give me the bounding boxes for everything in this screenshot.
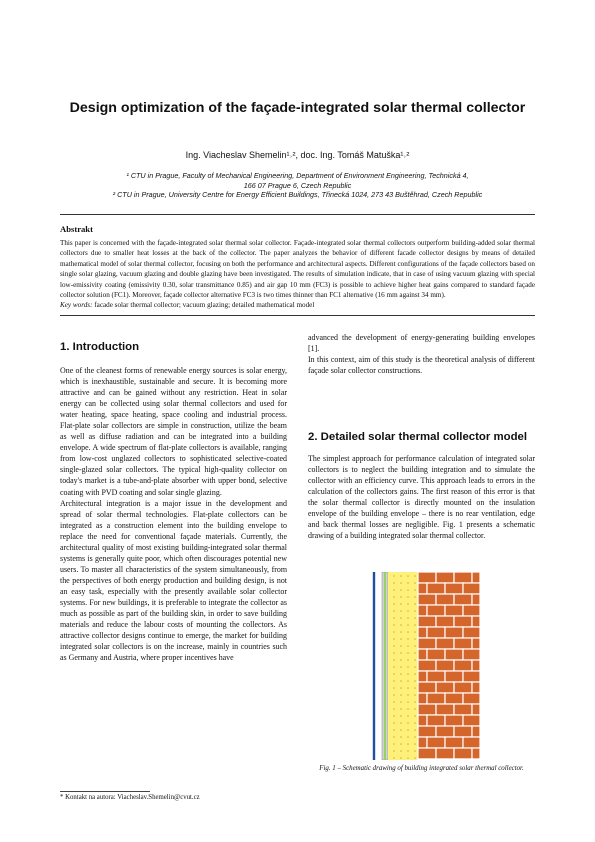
insulation-dot — [414, 673, 416, 675]
footnote: * Kontakt na autora: Viacheslav.Shemelin@cvut.cz — [60, 794, 200, 801]
insulation-dot — [393, 680, 395, 682]
insulation-dot — [407, 645, 409, 647]
brick — [472, 660, 480, 671]
insulation-dot — [400, 575, 402, 577]
insulation-dot — [414, 694, 416, 696]
insulation-dot — [400, 708, 402, 710]
insulation-dot — [414, 666, 416, 668]
right-column-intro — [308, 332, 535, 376]
brick — [472, 616, 480, 627]
insulation-dot — [414, 743, 416, 745]
insulation-dot — [393, 610, 395, 612]
insulation-dot — [400, 596, 402, 598]
brick — [445, 759, 463, 760]
keywords — [60, 301, 535, 309]
brick — [454, 616, 472, 627]
insulation-dot — [414, 736, 416, 738]
insulation-dot — [407, 757, 409, 759]
brick — [427, 759, 445, 760]
affiliation-2: ² CTU in Prague, University Centre for Energy Efficient Buildings, Třinecká 1024, 273 43 Buštěhrad, Czech Republic — [112, 190, 483, 199]
insulation-dot — [407, 652, 409, 654]
insulation-dot — [407, 715, 409, 717]
insulation-dot — [400, 694, 402, 696]
section-2-heading: 2. Detailed solar thermal collector model — [308, 431, 528, 443]
insulation-dot — [407, 687, 409, 689]
brick — [418, 594, 436, 605]
brick — [472, 704, 480, 715]
insulation-dot — [414, 722, 416, 724]
insulation-dot — [393, 596, 395, 598]
insulation-dot — [393, 729, 395, 731]
insulation-dot — [407, 624, 409, 626]
insulation-dot — [414, 575, 416, 577]
abstract-bottom-rule — [60, 315, 535, 316]
insulation-dot — [414, 750, 416, 752]
brick — [427, 649, 445, 660]
keywords-text: facade solar thermal collector; vacuum glazing; detailed mathematical model — [94, 301, 315, 309]
brick — [454, 572, 472, 583]
insulation-layer — [388, 572, 418, 760]
insulation-dot — [393, 673, 395, 675]
insulation-dot — [407, 673, 409, 675]
abstract-heading: Abstrakt — [60, 224, 93, 234]
insulation-dot — [393, 659, 395, 661]
brick — [418, 737, 427, 748]
insulation-dot — [393, 701, 395, 703]
insulation-dot — [393, 743, 395, 745]
insulation-dot — [400, 750, 402, 752]
brick — [418, 649, 427, 660]
abstract-top-rule — [60, 214, 535, 215]
insulation-dot — [400, 743, 402, 745]
brick — [472, 594, 480, 605]
insulation-dot — [407, 610, 409, 612]
brick — [463, 583, 480, 594]
brick — [454, 660, 472, 671]
brick — [472, 682, 480, 693]
insulation-dot — [407, 659, 409, 661]
figure-1-drawing — [360, 572, 480, 760]
insulation-dot — [407, 582, 409, 584]
insulation-dot — [400, 610, 402, 612]
brick — [427, 583, 445, 594]
brick — [418, 638, 436, 649]
insulation-dot — [400, 673, 402, 675]
insulation-dot — [400, 715, 402, 717]
brick — [454, 638, 472, 649]
brick — [445, 583, 463, 594]
insulation-dot — [400, 603, 402, 605]
insulation-dot — [393, 722, 395, 724]
brick — [463, 605, 480, 616]
insulation-dot — [393, 666, 395, 668]
brick — [418, 715, 427, 726]
insulation-dot — [414, 701, 416, 703]
brick — [472, 572, 480, 583]
insulation-dot — [393, 757, 395, 759]
insulation-dot — [400, 666, 402, 668]
insulation-dot — [400, 680, 402, 682]
insulation-dot — [400, 757, 402, 759]
insulation-dot — [414, 715, 416, 717]
insulation-dot — [400, 624, 402, 626]
brick — [418, 726, 436, 737]
intro-continuation: advanced the development of energy-generating building envelopes [1]. — [308, 333, 535, 354]
insulation-dot — [393, 736, 395, 738]
insulation-dot — [414, 624, 416, 626]
brick — [463, 649, 480, 660]
insulation-dot — [407, 750, 409, 752]
footnote-rule — [60, 791, 150, 792]
brick — [427, 671, 445, 682]
insulation-dot — [400, 652, 402, 654]
insulation-dot — [400, 722, 402, 724]
section-1-heading: 1. Introduction — [60, 341, 140, 353]
insulation-dot — [407, 589, 409, 591]
insulation-dot — [414, 659, 416, 661]
brick — [427, 605, 445, 616]
figure-1-caption: Fig. 1 – Schematic drawing of building integrated solar thermal collector. — [319, 765, 524, 772]
brick — [454, 704, 472, 715]
brick — [445, 715, 463, 726]
paper-title: Design optimization of the façade-integrated solar thermal collector — [69, 100, 526, 116]
brick — [445, 671, 463, 682]
insulation-dot — [414, 729, 416, 731]
insulation-dot — [407, 694, 409, 696]
section-1-body — [60, 365, 287, 663]
brick — [418, 693, 427, 704]
insulation-dot — [393, 582, 395, 584]
brick — [418, 748, 436, 759]
brick — [418, 704, 436, 715]
insulation-dot — [393, 589, 395, 591]
insulation-dot — [414, 708, 416, 710]
insulation-dot — [400, 729, 402, 731]
insulation-dot — [400, 582, 402, 584]
insulation-dot — [414, 596, 416, 598]
brick — [436, 616, 454, 627]
insulation-dot — [414, 652, 416, 654]
brick — [418, 759, 427, 760]
insulation-dot — [393, 575, 395, 577]
brick — [463, 715, 480, 726]
insulation-dot — [407, 736, 409, 738]
insulation-dot — [407, 722, 409, 724]
insulation-dot — [414, 645, 416, 647]
insulation-dot — [414, 680, 416, 682]
section-1-paragraph: One of the cleanest forms of renewable energy sources is solar energy, which is inexhaustible, sustainable and secure. It is becoming more attractive and can be gained without any restriction. Heat in solar energy can be collected using solar thermal collectors and used for water heating, space heating, space cooling and industrial process. Flat-plate solar collectors are simple in construction, utilize the beam as well as diffuse radiation and can be integrated into a building envelope. A wide spectrum of flat-plate collectors is available, ranging from low-cost unglazed collectors to sophisticated selective-coated single-glazed solar collectors. The typical high-quality collector on today's market is a tube-and-plate absorber with upper bond, selective coating with PVD coating and solar single glazing. — [60, 366, 287, 497]
brick — [445, 649, 463, 660]
insulation-dot — [414, 589, 416, 591]
brick — [445, 693, 463, 704]
insulation-dot — [414, 757, 416, 759]
insulation-dot — [393, 715, 395, 717]
brick — [427, 627, 445, 638]
glass-cover — [360, 572, 374, 760]
insulation-dot — [414, 687, 416, 689]
insulation-dot — [393, 708, 395, 710]
insulation-dot — [407, 617, 409, 619]
insulation-dot — [400, 617, 402, 619]
insulation-dot — [414, 610, 416, 612]
insulation-dot — [407, 666, 409, 668]
brick — [436, 594, 454, 605]
affiliation-1-address: 166 07 Prague 6, Czech Republic — [243, 181, 352, 190]
insulation-dot — [407, 575, 409, 577]
brick — [436, 638, 454, 649]
insulation-dot — [393, 624, 395, 626]
insulation-dot — [414, 617, 416, 619]
insulation-dot — [393, 652, 395, 654]
insulation-dot — [414, 603, 416, 605]
brick — [436, 682, 454, 693]
section-2-paragraph: The simplest approach for performance calculation of integrated solar collectors is to neglect the building integration and to simulate the collector with an efficiency curve. This approach leads to errors in the calculation of the collectors gains. The first reason of this error is that the solar thermal collector is directly mounted on the insulation envelope of the building envelope – there is no rear ventilation, edge and back thermal losses are negligible. Fig. 1 presents a schematic drawing of a building integrated solar thermal collector. — [308, 454, 535, 541]
insulation-dot — [393, 603, 395, 605]
section-1-paragraph: Architectural integration is a major issue in the development and spread of solar thermal technologies. Flat-plate collectors can be integrated as a construction element into the building envelope to replace the need for conventional façade materials. Currently, the architectural quality of most existing building-integrated solar thermal systems is generally quite poor, which often discourages potential new users. To master all characteristics of the system simultaneously, from the perspectives of both energy production and building design, is not an easy task, especially with the presently available solar collector systems. For new buildings, it is preferable to integrate the collector as much as possible as part of the building skin, in order to save building materials and reduce the labour costs of mounting the collectors. As attractive collector designs continue to emerge, the market for building integrated solar collectors is on the increase, mainly in countries such as Germany and Austria, where proper incentives have — [60, 498, 287, 663]
brick — [463, 759, 480, 760]
insulation-dot — [400, 589, 402, 591]
brick — [445, 737, 463, 748]
brick — [454, 748, 472, 759]
insulation-dot — [393, 638, 395, 640]
brick — [418, 605, 427, 616]
brick — [418, 660, 436, 671]
keywords-label: Key words: — [60, 301, 93, 309]
insulation-dot — [407, 638, 409, 640]
insulation-dot — [407, 631, 409, 633]
brick — [427, 737, 445, 748]
brick — [436, 572, 454, 583]
brick — [454, 726, 472, 737]
brick-wall — [418, 572, 480, 760]
intro-aim: In this context, aim of this study is the theoretical analysis of different façade solar collector constructions. — [308, 355, 535, 376]
brick — [427, 715, 445, 726]
insulation-dot — [407, 743, 409, 745]
insulation-dot — [414, 631, 416, 633]
brick — [418, 583, 427, 594]
brick — [454, 594, 472, 605]
brick — [436, 660, 454, 671]
insulation-dot — [407, 701, 409, 703]
insulation-dot — [400, 659, 402, 661]
brick — [472, 748, 480, 759]
insulation-dot — [400, 631, 402, 633]
section-2-body — [308, 453, 535, 541]
insulation-dot — [393, 631, 395, 633]
brick — [418, 682, 436, 693]
insulation-dot — [393, 750, 395, 752]
brick — [463, 737, 480, 748]
brick — [445, 605, 463, 616]
brick — [463, 627, 480, 638]
abstract-text: This paper is concerned with the façade-integrated solar thermal solar collector. Façade-integrated solar thermal collectors outperform building-added solar thermal collectors due to smaller heat losses at the back of the collector. The paper analyzes the behavior of different facade collector designs by means of detailed mathematical model of solar thermal collector, focusing on both the performance and architectural aspects. Different configurations of the façade collectors based on single solar glazing, vacuum glazing and double glazing have been investigated. The results of simulation indicate, that in case of using vacuum glazing with special low-emissivity coating (emissivity 0.30, solar transmittance 0.85) and air gap 10 mm (FC3) is possible to achieve higher heat gains compared to standard façade collector solution (FC1). Moreover, façade collector alternative FC3 is two times thinner than FC1 alternative (16 mm against 34 mm). — [60, 239, 535, 300]
insulation-dot — [393, 687, 395, 689]
insulation-dot — [414, 638, 416, 640]
brick — [418, 671, 427, 682]
insulation-dot — [414, 582, 416, 584]
insulation-dot — [393, 694, 395, 696]
brick — [418, 572, 436, 583]
affiliation-1: ¹ CTU in Prague, Faculty of Mechanical Engineering, Department of Environment Engineering, Technická 4, — [126, 171, 469, 180]
insulation-dot — [407, 603, 409, 605]
insulation-dot — [400, 736, 402, 738]
brick — [445, 627, 463, 638]
insulation-dot — [393, 645, 395, 647]
insulation-dot — [407, 729, 409, 731]
authors: Ing. Viacheslav Shemelin¹˒², doc. Ing. Tomáš Matuška¹˒² — [185, 150, 410, 160]
brick — [463, 671, 480, 682]
brick — [436, 726, 454, 737]
brick — [418, 616, 436, 627]
insulation-dot — [400, 687, 402, 689]
brick — [436, 704, 454, 715]
insulation-dot — [407, 596, 409, 598]
brick — [436, 748, 454, 759]
brick — [472, 726, 480, 737]
insulation-dot — [400, 638, 402, 640]
brick — [427, 693, 445, 704]
insulation-dot — [407, 708, 409, 710]
brick — [463, 693, 480, 704]
brick — [418, 627, 427, 638]
insulation-dot — [407, 680, 409, 682]
insulation-dot — [400, 701, 402, 703]
brick — [454, 682, 472, 693]
brick — [472, 638, 480, 649]
insulation-dot — [393, 617, 395, 619]
insulation-dot — [400, 645, 402, 647]
